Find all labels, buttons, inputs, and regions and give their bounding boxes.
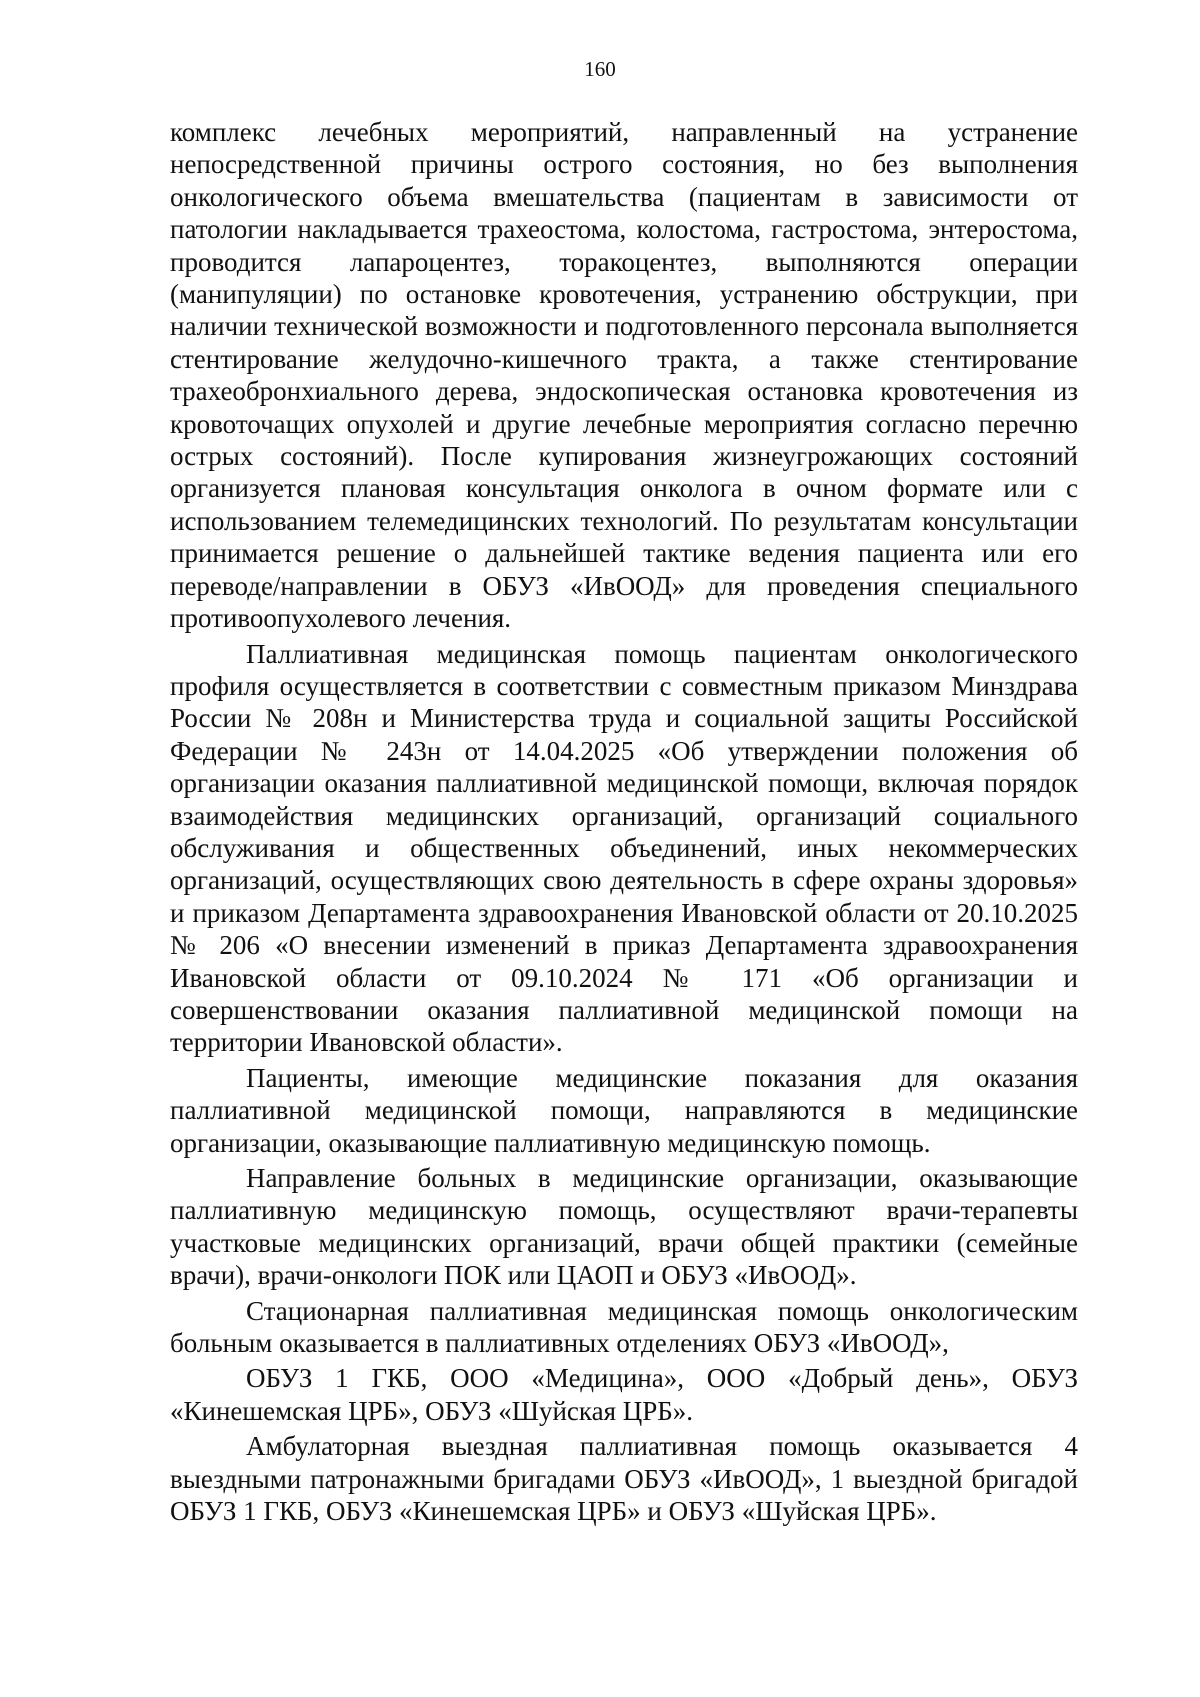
paragraph-patients-referral: Пациенты, имеющие медицинские показания для оказания паллиативной медицинской помощи, направляются в медицинские организации, оказывающие паллиативную медицинскую помощь. <box>170 1062 1078 1158</box>
paragraph-inpatient-care: Стационарная паллиативная медицинская помощь онкологическим больным оказывается в паллиативных отделениях ОБУЗ «ИвООД», <box>170 1295 1078 1359</box>
page-number: 160 <box>584 57 616 81</box>
paragraph-palliative-care-order: Паллиативная медицинская помощь пациентам онкологического профиля осуществляется в соответствии с совместным приказом Минздрава России № 208н и Министерства труда и социальной защиты Российской Федерации № 243н от 14.04.2025 «Об утверждении положения об организации оказания паллиативной медицинской помощи, включая порядок взаимодействия медицинских организаций, организаций социального обслуживания и общественных объединений, иных некоммерческих организаций, осуществляющих свою деятельность в сфере охраны здоровья» и приказом Департамента здравоохранения Ивановской области от 20.10.2025 № 206 «О внесении изменений в приказ Департамента здравоохранения Ивановской области от 09.10.2024 № 171 «Об организации и совершенствовании оказания паллиативной медицинской помощи на территории Ивановской области». <box>170 638 1078 1058</box>
paragraph-outpatient-care: Амбулаторная выездная паллиативная помощь оказывается 4 выездными патронажными бригадами ОБУЗ «ИвООД», 1 выездной бригадой ОБУЗ 1 ГКБ, ОБУЗ «Кинешемская ЦРБ» и ОБУЗ «Шуйская ЦРБ». <box>170 1431 1078 1527</box>
paragraph-referring-doctors: Направление больных в медицинские организации, оказывающие паллиативную медицинскую помощь, осуществляют врачи-терапевты участковые медицинских организаций, врачи общей практики (семейные врачи), врачи-онкологи ПОК или ЦАОП и ОБУЗ «ИвООД». <box>170 1163 1078 1291</box>
paragraph-inpatient-organizations: ОБУЗ 1 ГКБ, ООО «Медицина», ООО «Добрый день», ОБУЗ «Кинешемская ЦРБ», ОБУЗ «Шуйская ЦРБ». <box>170 1363 1078 1426</box>
paragraph-continuation: комплекс лечебных мероприятий, направленный на устранение непосредственной причины острого состояния, но без выполнения онкологического объема вмешательства (пациентам в зависимости от патологии накладывается трахеостома, колостома, гастростома, энтеростома, проводится лапароцентез, торакоцентез, выполняются операции (манипуляции) по остановке кровотечения, устранению обструкции, при наличии технической возможности и подготовленного персонала выполняется стентирование желудочно-кишечного тракта, а также стентирование трахеобронхиального дерева, эндоскопическая остановка кровотечения из кровоточащих опухолей и другие лечебные мероприятия согласно перечню острых состояний). После купирования жизнеугрожающих состояний организуется плановая консультация онколога в очном формате или с использованием телемедицинских технологий. По результатам консультации принимается решение о дальнейшей тактике ведения пациента или его переводе/направлении в ОБУЗ «ИвООД» для проведения специального противоопухолевого лечения. <box>170 117 1078 634</box>
document-body <box>170 116 1078 1530</box>
